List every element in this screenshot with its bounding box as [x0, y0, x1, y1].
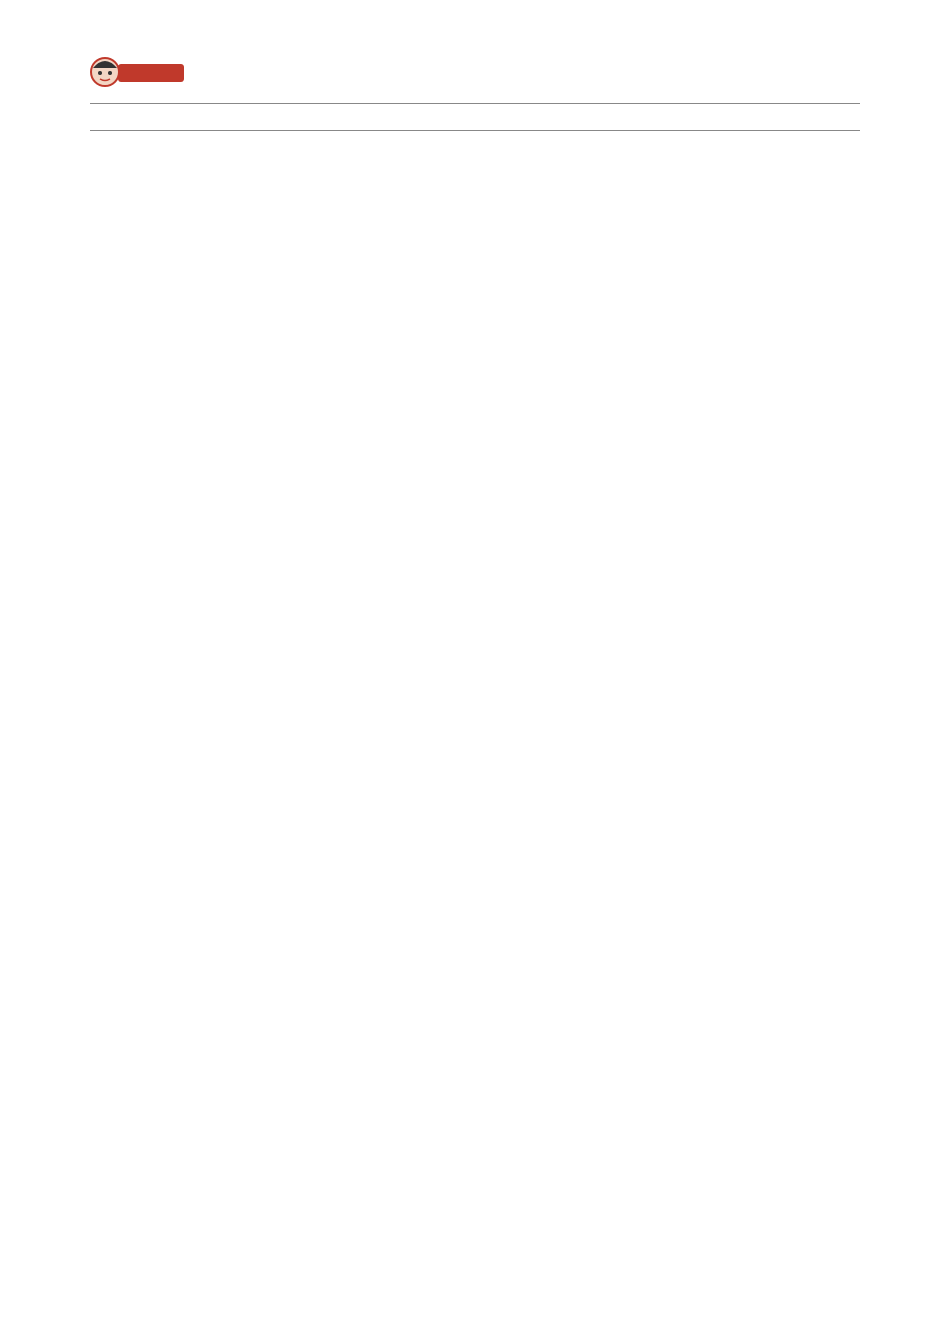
page-header	[0, 0, 950, 90]
section-252	[90, 103, 860, 112]
main-content	[90, 95, 860, 157]
logo-icon	[88, 54, 188, 90]
section-253	[90, 130, 860, 139]
logo	[88, 54, 188, 90]
